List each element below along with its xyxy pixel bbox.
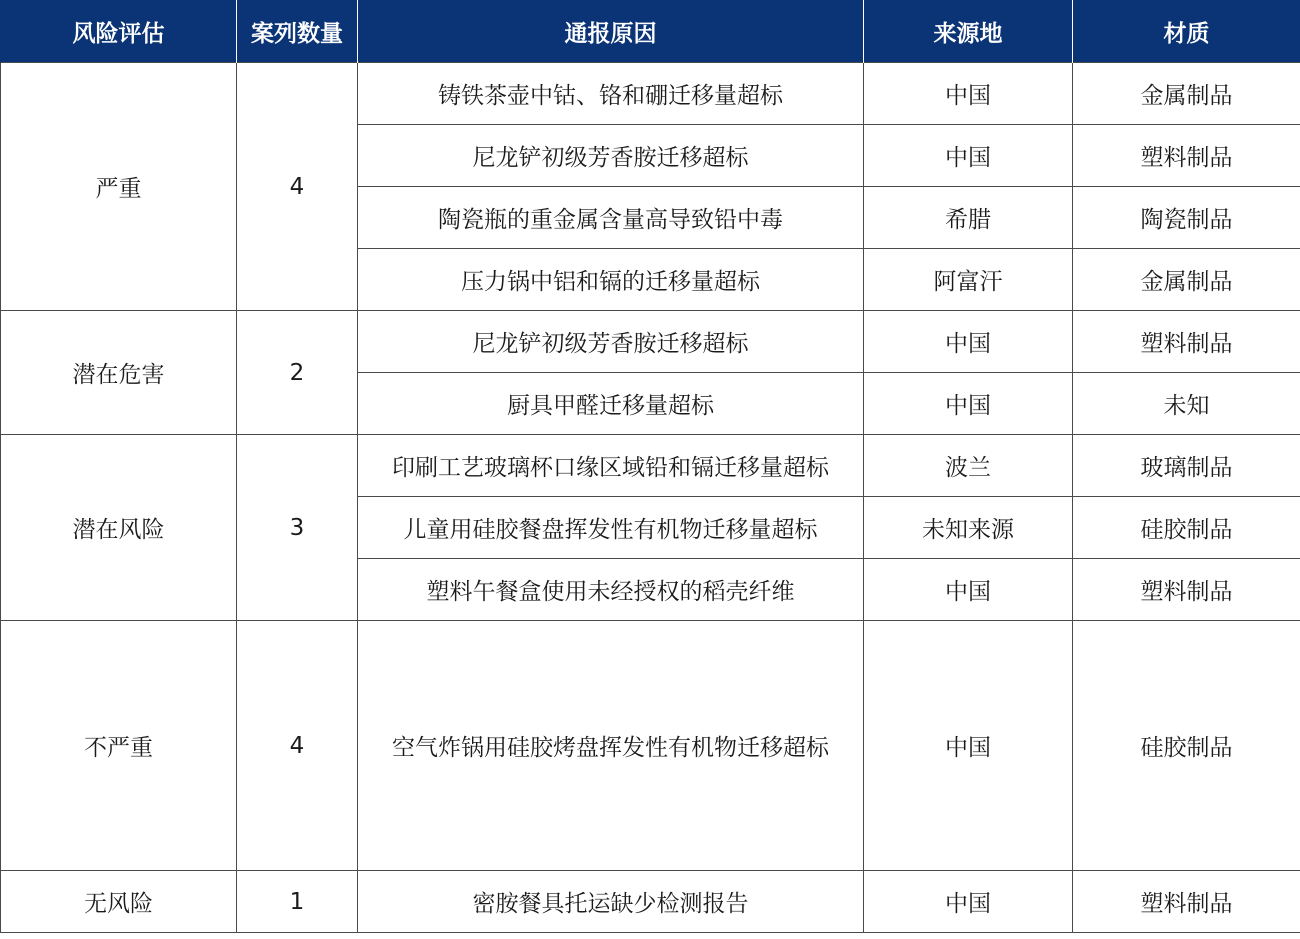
reason-cell: 儿童用硅胶餐盘挥发性有机物迁移量超标: [358, 497, 864, 559]
origin-cell: 中国: [864, 373, 1073, 435]
table-row: [1, 435, 1300, 497]
origin-cell: 中国: [864, 559, 1073, 621]
origin-cell: 中国: [864, 125, 1073, 187]
header-origin: 来源地: [864, 0, 1073, 63]
header-row: [1, 0, 1300, 63]
origin-cell: 未知来源: [864, 497, 1073, 559]
origin-cell: 波兰: [864, 435, 1073, 497]
risk-cell: 严重: [1, 63, 237, 311]
risk-cell: 潜在危害: [1, 311, 237, 435]
header-count: 案列数量: [237, 0, 358, 63]
material-cell: 硅胶制品: [1073, 621, 1300, 871]
material-cell: 陶瓷制品: [1073, 187, 1300, 249]
reason-cell: 尼龙铲初级芳香胺迁移超标: [358, 125, 864, 187]
risk-cell: 潜在风险: [1, 435, 237, 621]
reason-cell: 陶瓷瓶的重金属含量高导致铅中毒: [358, 187, 864, 249]
reason-cell: 铸铁茶壶中钴、铬和硼迁移量超标: [358, 63, 864, 125]
material-cell: 玻璃制品: [1073, 435, 1300, 497]
reason-cell: 压力锅中铝和镉的迁移量超标: [358, 249, 864, 311]
material-cell: 塑料制品: [1073, 125, 1300, 187]
reason-cell: 尼龙铲初级芳香胺迁移超标: [358, 311, 864, 373]
origin-cell: 希腊: [864, 187, 1073, 249]
material-cell: 金属制品: [1073, 249, 1300, 311]
count-cell: 2: [237, 311, 358, 435]
material-cell: 塑料制品: [1073, 559, 1300, 621]
origin-cell: 中国: [864, 621, 1073, 871]
reason-cell: 空气炸锅用硅胶烤盘挥发性有机物迁移超标: [358, 621, 864, 871]
material-cell: 金属制品: [1073, 63, 1300, 125]
origin-cell: 中国: [864, 871, 1073, 933]
reason-cell: 厨具甲醛迁移量超标: [358, 373, 864, 435]
count-cell: 1: [237, 871, 358, 933]
reason-cell: 密胺餐具托运缺少检测报告: [358, 871, 864, 933]
risk-cell: 无风险: [1, 871, 237, 933]
origin-cell: 中国: [864, 63, 1073, 125]
table-row: [1, 621, 1300, 871]
table-row: [1, 311, 1300, 373]
material-cell: 硅胶制品: [1073, 497, 1300, 559]
count-cell: 4: [237, 621, 358, 871]
reason-cell: 印刷工艺玻璃杯口缘区域铅和镉迁移量超标: [358, 435, 864, 497]
header-material: 材质: [1073, 0, 1300, 63]
count-cell: 4: [237, 63, 358, 311]
reason-cell: 塑料午餐盒使用未经授权的稻壳纤维: [358, 559, 864, 621]
material-cell: 塑料制品: [1073, 311, 1300, 373]
table-row: [1, 63, 1300, 125]
risk-cell: 不严重: [1, 621, 237, 871]
header-reason: 通报原因: [358, 0, 864, 63]
count-cell: 3: [237, 435, 358, 621]
material-cell: 未知: [1073, 373, 1300, 435]
header-risk: 风险评估: [1, 0, 237, 63]
origin-cell: 中国: [864, 311, 1073, 373]
origin-cell: 阿富汗: [864, 249, 1073, 311]
material-cell: 塑料制品: [1073, 871, 1300, 933]
table-row: [1, 871, 1300, 933]
